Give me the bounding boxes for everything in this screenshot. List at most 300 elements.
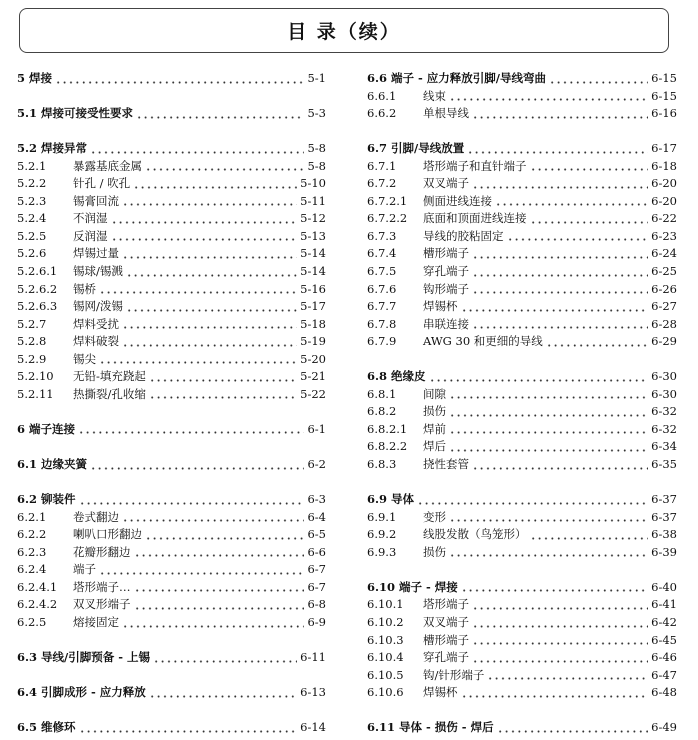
toc-entry[interactable] [367,316,677,334]
toc-entry[interactable] [367,298,677,316]
dot-leader [111,221,298,224]
dot-leader [136,116,304,119]
toc-entry-title: 塔形端子 [423,597,469,612]
toc-spacer [367,474,677,492]
dot-leader [90,151,304,154]
dot-leader [126,309,297,312]
toc-entry-number: 6.10.1 [367,597,404,612]
dot-leader [149,695,297,698]
toc-entry[interactable] [367,386,677,404]
toc-entry-title: 不润湿 [73,211,108,226]
dot-leader [472,186,648,189]
toc-entry-number: 6.7.6 [367,281,397,296]
toc-entry-title: 6.3 导线/引脚预备 - 上锡 [17,650,150,665]
toc-page-number: 6-32 [651,404,677,419]
toc-entry[interactable] [367,667,677,685]
dot-leader [530,221,649,224]
toc-page-number: 6-48 [651,685,677,700]
toc-entry[interactable] [367,210,677,228]
toc-entry[interactable] [17,579,326,597]
dot-leader [472,467,648,470]
dot-leader [134,607,305,610]
dot-leader [133,186,297,189]
toc-section-entry[interactable] [17,140,326,158]
toc-entry-title: 焊前 [423,421,446,436]
toc-entry-number: 6.7.4 [367,246,397,261]
toc-spacer [17,474,326,492]
toc-entry-number: 6.8.1 [367,386,397,401]
toc-spacer [17,632,326,650]
dot-leader [530,168,649,171]
toc-section-entry[interactable] [367,140,677,158]
toc-entry-title: 反润湿 [73,228,108,243]
dot-leader [449,449,648,452]
toc-page-number: 6-34 [651,439,677,454]
toc-entry[interactable] [367,88,677,106]
toc-entry[interactable] [367,193,677,211]
toc-page-number: 6-2 [307,457,326,472]
toc-entry[interactable] [17,210,326,228]
toc-page-number: 6-37 [651,492,677,507]
toc-entry-title: 焊料受扰 [73,316,119,331]
toc-section-entry[interactable] [367,70,677,88]
toc-spacer [17,702,326,720]
dot-leader [122,256,297,259]
toc-entry[interactable] [17,509,326,527]
toc-entry-title: 挠性套管 [423,457,469,472]
toc-entry[interactable] [367,175,677,193]
toc-entry-number: 6.6.1 [367,88,397,103]
dot-leader [149,379,297,382]
toc-entry[interactable] [17,526,326,544]
toc-page-number: 5-19 [300,334,326,349]
toc-entry-number: 5.2.2 [17,176,47,191]
toc-entry-number: 5.2.8 [17,334,47,349]
toc-entry-number: 6.2.4.2 [17,597,58,612]
dot-leader [449,519,648,522]
dot-leader [472,291,648,294]
toc-entry-title: 热撕裂/孔收缩 [73,386,146,401]
toc-entry-title: 锡尖 [73,351,96,366]
toc-entry-title: 塔形端子和直针端子 [423,158,527,173]
toc-page-number: 6-40 [651,579,677,594]
toc-entry-number: 5.2.10 [17,369,54,384]
toc-entry[interactable] [17,263,326,281]
toc-entry-title: 损伤 [423,404,446,419]
toc-entry-number: 6.10.4 [367,650,404,665]
toc-spacer [17,88,326,106]
dot-leader [467,151,648,154]
dot-leader [472,607,648,610]
toc-page-number: 5-11 [300,193,326,208]
dot-leader [549,81,648,84]
toc-entry-title: 喇叭口形翻边 [73,527,142,542]
dot-leader [472,625,648,628]
dot-leader [145,537,304,540]
dot-leader [461,695,649,698]
toc-entry-number: 6.7.7 [367,299,397,314]
toc-entry-title: 锡桥 [73,281,96,296]
toc-entry-number: 5.2.9 [17,351,47,366]
toc-page-number: 5-21 [300,369,326,384]
toc-entry-title: 端子 [73,562,96,577]
toc-section-entry[interactable] [17,105,326,123]
toc-page-number: 5-18 [300,316,326,331]
toc-spacer [367,351,677,369]
toc-entry[interactable] [17,175,326,193]
dot-leader [472,274,648,277]
toc-entry-number: 6.7.2.2 [367,211,408,226]
toc-entry[interactable] [367,684,677,702]
toc-section-entry[interactable] [17,684,326,702]
toc-section-entry[interactable] [17,421,326,439]
toc-entry[interactable] [17,228,326,246]
toc-page-number: 6-20 [651,176,677,191]
toc-entry[interactable] [367,263,677,281]
dot-leader [122,203,297,206]
toc-page-number: 6-45 [651,632,677,647]
toc-entry-number: 5.2.1 [17,158,47,173]
toc-entry-number: 6.6.2 [367,106,397,121]
toc-entry-title: 槽形端子 [423,246,469,261]
toc-section-entry[interactable] [17,649,326,667]
toc-page-number: 6-5 [307,527,326,542]
toc-right-column [367,70,677,737]
dot-leader [145,168,304,171]
toc-page-number: 6-37 [651,509,677,524]
toc-entry-number: 5.2.6.2 [17,281,58,296]
dot-leader [134,554,305,557]
toc-entry[interactable] [367,596,677,614]
toc-entry[interactable] [17,351,326,369]
toc-spacer [17,403,326,421]
toc-entry-title: 6.9 导体 [367,492,415,507]
dot-leader [449,431,648,434]
toc-entry[interactable] [367,509,677,527]
toc-entry[interactable] [367,403,677,421]
toc-page-number: 6-8 [307,597,326,612]
toc-page-number: 6-27 [651,299,677,314]
toc-entry[interactable] [367,544,677,562]
toc-page-number: 5-10 [300,176,326,191]
dot-leader [55,81,304,84]
dot-leader [449,396,648,399]
toc-entry[interactable] [17,596,326,614]
toc-page-number: 6-35 [651,457,677,472]
toc-entry-title: 6.1 边缘夹簧 [17,457,88,472]
toc-entry-title: 锡球/锡溅 [73,264,123,279]
toc-entry-title: 花瓣形翻边 [73,544,131,559]
toc-entry[interactable] [367,438,677,456]
dot-leader [472,660,648,663]
toc-page-number: 6-11 [300,650,326,665]
toc-entry-number: 6.10.5 [367,667,404,682]
toc-entry-title: 塔形端子… [73,579,131,594]
toc-entry-number: 6.10.3 [367,632,404,647]
dot-leader [79,502,305,505]
toc-entry-number: 5.2.3 [17,193,47,208]
toc-entry-number: 6.9.1 [367,509,397,524]
toc-entry-title: 损伤 [423,544,446,559]
toc-entry-title: 6.8 绝缘皮 [367,369,426,384]
toc-page-number: 5-14 [300,246,326,261]
toc-page-number: 6-49 [651,720,677,735]
toc-entry[interactable] [367,421,677,439]
dot-leader [126,274,297,277]
toc-page-number: 6-30 [651,369,677,384]
toc-entry-title: 针孔 / 吹孔 [73,176,131,191]
dot-leader [461,589,648,592]
dot-leader [449,414,648,417]
dot-leader [449,98,648,101]
toc-entry-title: 6.7 引脚/导线放置 [367,141,465,156]
dot-leader [134,589,305,592]
toc-entry-title: 6.2 铆装件 [17,492,76,507]
toc-page-number: 6-38 [651,527,677,542]
toc-entry[interactable] [367,456,677,474]
toc-entry[interactable] [17,614,326,632]
toc-page-number: 6-25 [651,264,677,279]
toc-entry-title: 间隙 [423,386,446,401]
toc-entry[interactable] [367,614,677,632]
dot-leader [99,572,304,575]
toc-entry-number: 5.2.7 [17,316,47,331]
toc-entry[interactable] [367,105,677,123]
toc-entry[interactable] [367,526,677,544]
toc-page-number: 6-4 [307,509,326,524]
toc-section-entry[interactable] [17,491,326,509]
dot-leader [153,660,297,663]
dot-leader [417,502,648,505]
toc-page-number: 5-1 [307,71,326,85]
toc-section-entry[interactable] [17,456,326,474]
toc-entry-title: 槽形端子 [423,632,469,647]
toc-entry-number: 6.7.9 [367,334,397,349]
toc-entry-title: 锡膏回流 [73,193,119,208]
toc-page-number: 5-20 [300,351,326,366]
toc-entry-title: 无铅-填充跷起 [73,369,146,384]
toc-entry-number: 6.10.6 [367,685,404,700]
toc-page-number: 6-7 [307,579,326,594]
toc-entry-number: 6.7.2 [367,176,397,191]
toc-entry-title: 5 焊接 [17,71,53,85]
toc-page-number: 6-41 [651,597,677,612]
toc-entry-title: 5.2 焊接异常 [17,141,88,156]
toc-page-number: 6-47 [651,667,677,682]
toc-page-number: 6-20 [651,193,677,208]
toc-section-entry[interactable] [367,491,677,509]
toc-entry-number: 6.10.2 [367,614,404,629]
toc-page-number: 6-17 [651,141,677,156]
toc-entry-number: 6.7.8 [367,316,397,331]
toc-page-number: 6-7 [307,562,326,577]
dot-leader [472,326,648,329]
toc-section-entry[interactable] [367,579,677,597]
toc-spacer [367,702,677,720]
toc-page-number: 5-8 [307,158,326,173]
toc-entry[interactable] [367,333,677,351]
toc-page-number: 5-8 [307,141,326,156]
toc-entry-title: 焊料破裂 [73,334,119,349]
dot-leader [99,361,297,364]
toc-section-entry[interactable] [367,719,677,737]
toc-entry[interactable] [17,193,326,211]
toc-page-number: 6-24 [651,246,677,261]
dot-leader [111,238,298,241]
toc-page-number: 6-39 [651,544,677,559]
toc-spacer [17,667,326,685]
toc-spacer [367,123,677,141]
toc-entry-title: 单根导线 [423,106,469,121]
toc-page-number: 6-46 [651,650,677,665]
page-title: 目 录（续） [287,21,401,43]
dot-leader [461,309,649,312]
toc-page-number: 6-30 [651,386,677,401]
toc-entry-title: 6 端子连接 [17,421,76,436]
toc-entry-title: 双叉形端子 [73,597,131,612]
dot-leader [487,677,648,680]
toc-page-number: 5-16 [300,281,326,296]
toc-entry[interactable] [367,281,677,299]
toc-spacer [17,123,326,141]
toc-entry[interactable] [367,158,677,176]
dot-leader [149,396,297,399]
toc-entry-title: AWG 30 和更细的导线 [423,334,543,349]
toc-page-number: 6-16 [651,106,677,121]
toc-entry-title: 钩/针形端子 [423,667,485,682]
toc-page-number: 5-3 [307,106,326,121]
toc-entry[interactable] [17,386,326,404]
toc-entry-title: 串联连接 [423,316,469,331]
toc-section-entry[interactable] [17,719,326,737]
toc-entry-title: 穿孔端子 [423,264,469,279]
toc-page-number: 6-23 [651,228,677,243]
toc-entry[interactable] [367,632,677,650]
toc-entry-number: 5.2.4 [17,211,47,226]
toc-entry-title: 熔接固定 [73,614,119,629]
dot-leader [78,431,304,434]
toc-entry-title: 双叉端子 [423,176,469,191]
toc-page-number: 5-22 [300,386,326,401]
toc-entry-title: 焊锡杯 [423,299,458,314]
toc-entry-title: 底面和顶面进线连接 [423,211,527,226]
toc-page-number: 6-32 [651,421,677,436]
dot-leader [472,116,648,119]
toc-entry[interactable] [17,333,326,351]
dot-leader [79,730,298,733]
toc-entry-title: 穿孔端子 [423,650,469,665]
toc-entry-title: 钩形端子 [423,281,469,296]
toc-page-number: 6-29 [651,334,677,349]
toc-entry-number: 6.8.2 [367,404,397,419]
toc-page-number: 6-28 [651,316,677,331]
toc-spacer [367,561,677,579]
toc-entry-number: 5.2.5 [17,228,47,243]
toc-entry-title: 线股发散（鸟笼形） [423,527,527,542]
toc-entry-number: 6.2.2 [17,527,47,542]
toc-entry[interactable] [17,368,326,386]
toc-entry-title: 6.11 导体 - 损伤 - 焊后 [367,720,494,735]
toc-entry[interactable] [17,158,326,176]
toc-entry[interactable] [17,245,326,263]
toc-entry-title: 5.1 焊接可接受性要求 [17,106,134,121]
toc-page-number: 6-1 [307,421,326,436]
toc-page-number: 6-15 [651,88,677,103]
toc-entry-title: 6.4 引脚成形 - 应力释放 [17,685,146,700]
toc-page-number: 6-42 [651,614,677,629]
toc-entry-title: 卷式翻边 [73,509,119,524]
dot-leader [472,256,648,259]
toc-section-entry[interactable] [17,70,326,88]
toc-entry[interactable] [367,245,677,263]
toc-entry-title: 导线的胶粘固定 [423,228,504,243]
toc-entry-number: 6.2.5 [17,614,47,629]
toc-entry-title: 焊锡过量 [73,246,119,261]
toc-entry-number: 6.2.1 [17,509,47,524]
toc-page-number: 6-22 [651,211,677,226]
toc-entry-title: 6.10 端子 - 焊接 [367,579,458,594]
toc-entry-number: 6.9.3 [367,544,397,559]
toc-page-number: 6-13 [300,685,326,700]
toc-page-number: 6-3 [307,492,326,507]
toc-entry-title: 6.6 端子 - 应力释放引脚/导线弯曲 [367,71,546,85]
toc-entry-number: 5.2.6.1 [17,264,58,279]
toc-section-entry[interactable] [367,368,677,386]
toc-entry[interactable] [17,298,326,316]
toc-entry-title: 变形 [423,509,446,524]
dot-leader [497,730,649,733]
dot-leader [122,519,304,522]
toc-entry-number: 6.7.1 [367,158,397,173]
toc-entry-number: 6.7.3 [367,228,397,243]
dot-leader [507,238,649,241]
dot-leader [530,537,649,540]
toc-page-number: 5-13 [300,228,326,243]
toc-entry-number: 5.2.11 [17,386,54,401]
page-title-box [19,8,669,53]
toc-entry-number: 6.8.2.1 [367,421,408,436]
toc-entry-title: 双叉端子 [423,614,469,629]
toc-entry-title: 锡网/泼锡 [73,299,123,314]
toc-entry[interactable] [17,316,326,334]
toc-entry-title: 焊后 [423,439,446,454]
dot-leader [546,344,648,347]
toc-entry-number: 5.2.6.3 [17,299,58,314]
toc-entry-title: 暴露基底金属 [73,158,142,173]
dot-leader [122,326,297,329]
toc-page-number: 6-9 [307,614,326,629]
dot-leader [99,291,297,294]
toc-page-number: 5-14 [300,264,326,279]
dot-leader [122,344,297,347]
toc-entry[interactable] [367,649,677,667]
toc-page-number: 6-6 [307,544,326,559]
toc-page-number: 6-15 [651,71,677,85]
toc-entry-title: 线束 [423,88,446,103]
dot-leader [449,554,648,557]
toc-page-number: 5-12 [300,211,326,226]
toc-entry-number: 6.2.3 [17,544,47,559]
toc-entry[interactable] [17,281,326,299]
dot-leader [429,379,649,382]
toc-page-number: 6-14 [300,720,326,735]
toc-entry[interactable] [367,228,677,246]
toc-entry[interactable] [17,544,326,562]
dot-leader [122,625,304,628]
toc-entry-title: 侧面进线连接 [423,193,492,208]
toc-entry-title: 焊锡杯 [423,685,458,700]
toc-entry[interactable] [17,561,326,579]
